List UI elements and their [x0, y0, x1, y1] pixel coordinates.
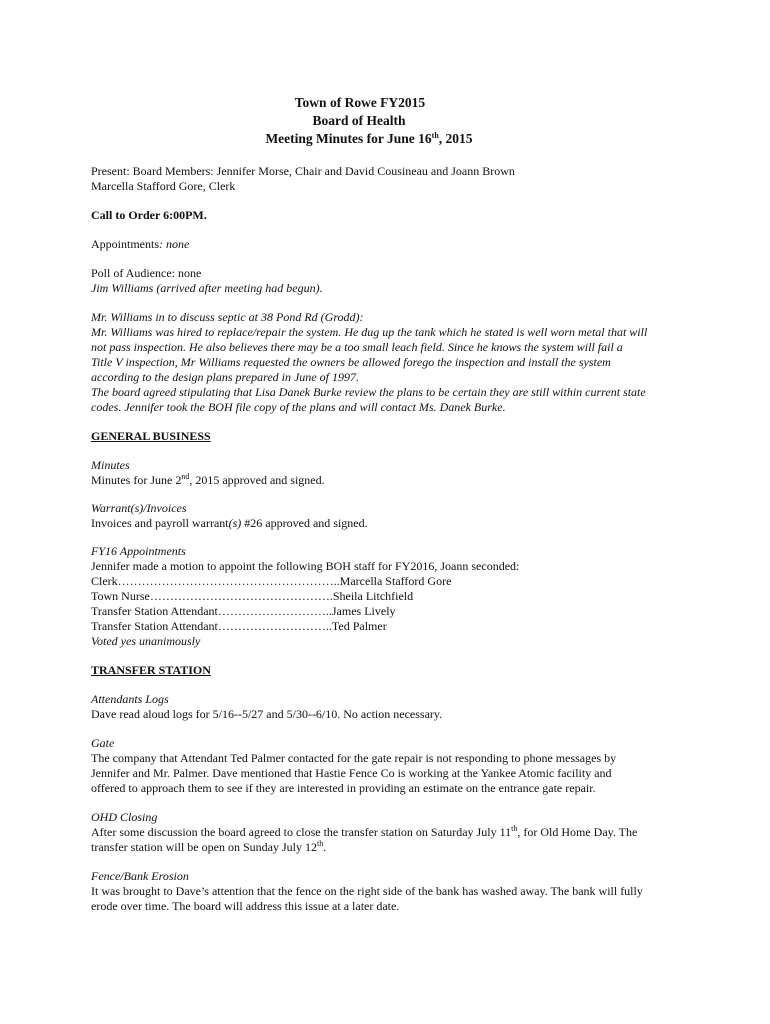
- header-town: Town of Rowe FY2015: [294, 95, 426, 110]
- staff-row: Transfer Station Attendant……………………….. James Lively: [91, 604, 396, 618]
- williams-discussion: [91, 310, 691, 415]
- williams-heading: Mr. Williams in to discuss septic at 38 Pond Rd (Grodd):: [91, 310, 364, 324]
- williams-line: according to the design plans prepared in June of 1997.: [91, 370, 359, 384]
- williams-line: Mr. Williams was hired to replace/repair the system. He dug up the tank which he stated is well worn metal that will: [91, 325, 648, 339]
- warrants-text: Invoices and payroll warrant(s) #26 approved and signed.: [91, 516, 368, 530]
- williams-line: not pass inspection. He also believes there may be a too small leach field. Since he knows the system will fail a: [91, 340, 623, 354]
- section-general-business: GENERAL BUSINESS: [91, 429, 211, 443]
- document-body: [91, 164, 691, 914]
- staff-row: Town Nurse………………………………………. Sheila Litchfield: [91, 589, 414, 603]
- minutes-heading: Minutes: [91, 458, 130, 472]
- ohd-line: After some discussion the board agreed to close the transfer station on Saturday July 11th, for Old Home Day. The: [91, 824, 638, 839]
- fy16-heading: FY16 Appointments: [91, 544, 186, 558]
- poll-of-audience: Poll of Audience: none: [91, 266, 202, 280]
- call-to-order: Call to Order 6:00PM.: [91, 208, 207, 222]
- present-line: Present: Board Members: Jennifer Morse, Chair and David Cousineau and Joann Brown: [91, 164, 515, 178]
- williams-line: codes. Jennifer took the BOH file copy of the plans and will contact Ms. Danek Burke.: [91, 400, 506, 414]
- ohd-line: transfer station will be open on Sunday July 12th.: [91, 839, 327, 854]
- staff-row: Transfer Station Attendant……………………….. Ted Palmer: [91, 619, 387, 633]
- fence-line: It was brought to Dave’s attention that the fence on the right side of the bank has washed away. The bank will fully: [91, 884, 643, 898]
- ohd-heading: OHD Closing: [91, 810, 158, 824]
- section-transfer-station: TRANSFER STATION: [91, 663, 211, 677]
- document-header: [0, 94, 770, 148]
- clerk-line: Marcella Stafford Gore, Clerk: [91, 179, 236, 193]
- gate-line: Jennifer and Mr. Palmer. Dave mentioned that Hastie Fence Co is working at the Yankee Atomic facility and: [91, 766, 612, 780]
- fy16-intro: Jennifer made a motion to appoint the following BOH staff for FY2016, Joann seconded:: [91, 559, 520, 573]
- poll-attendee: Jim Williams (arrived after meeting had begun).: [91, 281, 323, 295]
- gate-heading: Gate: [91, 736, 115, 750]
- gate-line: The company that Attendant Ted Palmer contacted for the gate repair is not responding to phone messages by: [91, 751, 617, 765]
- warrants-heading: Warrant(s)/Invoices: [91, 501, 187, 515]
- header-board: Board of Health: [312, 113, 406, 128]
- williams-line: The board agreed stipulating that Lisa Danek Burke review the plans to be certain they are still within current state: [91, 385, 646, 399]
- header-meeting-date: Meeting Minutes for June 16th, 2015: [265, 131, 473, 146]
- logs-heading: Attendants Logs: [91, 692, 169, 706]
- vote-result: Voted yes unanimously: [91, 634, 201, 648]
- staff-row: Clerk……………………………………………….. Marcella Stafford Gore: [91, 574, 452, 588]
- minutes-text: Minutes for June 2nd, 2015 approved and signed.: [91, 472, 325, 487]
- gate-line: offered to approach them to see if they are interested in providing an estimate on the entrance gate repair.: [91, 781, 596, 795]
- appointments-line: Appointments: none: [91, 237, 190, 251]
- fence-heading: Fence/Bank Erosion: [91, 869, 189, 883]
- fence-line: erode over time. The board will address this issue at a later date.: [91, 899, 400, 913]
- logs-text: Dave read aloud logs for 5/16--5/27 and 5/30--6/10. No action necessary.: [91, 707, 443, 721]
- williams-line: Title V inspection, Mr Williams requested the owners be allowed forego the inspection and install the system: [91, 355, 611, 369]
